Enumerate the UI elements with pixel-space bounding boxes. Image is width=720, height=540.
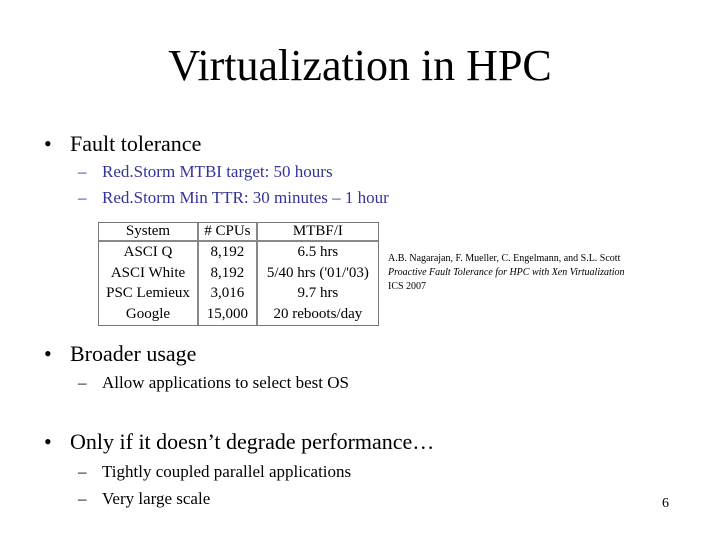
sub-bullet-dash: – <box>78 162 87 181</box>
sub-bullet-dash: – <box>78 489 87 508</box>
page-number: 6 <box>662 496 669 511</box>
table-header-cpus: # CPUs <box>198 223 257 241</box>
sub-bullet-text: Tightly coupled parallel applications <box>102 462 352 481</box>
table-cell: Google <box>99 304 198 325</box>
sub-bullet-text: Very large scale <box>102 489 211 508</box>
table-row <box>99 241 378 263</box>
sub-bullet-text: Red.Storm MTBI target: 50 hours <box>102 162 333 181</box>
table-cell: ASCI White <box>99 263 198 284</box>
table-header-system: System <box>99 223 198 241</box>
table-cell: 5/40 hrs ('01/'03) <box>266 264 369 281</box>
sub-bullet-text: Allow applications to select best OS <box>102 373 349 392</box>
table-cell: 15,000 <box>198 304 257 325</box>
bullet-broader-usage <box>44 340 196 368</box>
slide-title: Virtualization in HPC <box>168 41 552 90</box>
table-row <box>99 304 378 325</box>
citation-authors: A.B. Nagarajan, F. Mueller, C. Engelmann, and S.L. Scott <box>388 253 621 264</box>
table-row <box>99 284 378 305</box>
table-header-mtbf: MTBF/I <box>257 223 378 241</box>
sub-bullet-select-os <box>78 372 349 394</box>
sub-bullet-dash: – <box>78 373 87 392</box>
table-cell: 8,192 <box>198 263 257 284</box>
bullet-text: Fault tolerance <box>70 131 202 156</box>
table-cell: 20 reboots/day <box>273 306 363 323</box>
table-cell: 3,016 <box>198 284 257 305</box>
sub-bullet-large-scale <box>78 488 210 510</box>
bullet-performance <box>44 428 434 456</box>
sub-bullet-mtbi <box>78 161 333 183</box>
table-cell: 9.7 hrs <box>297 285 339 302</box>
citation-venue: ICS 2007 <box>388 281 427 292</box>
bullet-marker: • <box>44 429 52 454</box>
bullet-text: Only if it doesn’t degrade performance… <box>70 429 435 454</box>
citation <box>388 252 625 294</box>
sub-bullet-ttr <box>78 187 389 209</box>
table-cell: 6.5 hrs <box>297 243 339 260</box>
table-cell: ASCI Q <box>99 241 198 263</box>
mtbf-table <box>99 223 378 325</box>
mtbf-table-figure <box>98 222 379 326</box>
sub-bullet-dash: – <box>78 188 87 207</box>
sub-bullet-tightly-coupled <box>78 461 351 483</box>
bullet-marker: • <box>44 131 52 156</box>
citation-paper-title: Proactive Fault Tolerance for HPC with Xen Virtualization <box>388 267 625 278</box>
table-cell: 8,192 <box>198 241 257 263</box>
table-header-row <box>99 223 378 241</box>
table-cell: PSC Lemieux <box>99 284 198 305</box>
sub-bullet-dash: – <box>78 462 87 481</box>
sub-bullet-text: Red.Storm Min TTR: 30 minutes – 1 hour <box>102 188 389 207</box>
bullet-fault-tolerance <box>44 130 201 158</box>
bullet-text: Broader usage <box>70 341 197 366</box>
table-row <box>99 263 378 284</box>
bullet-marker: • <box>44 341 52 366</box>
